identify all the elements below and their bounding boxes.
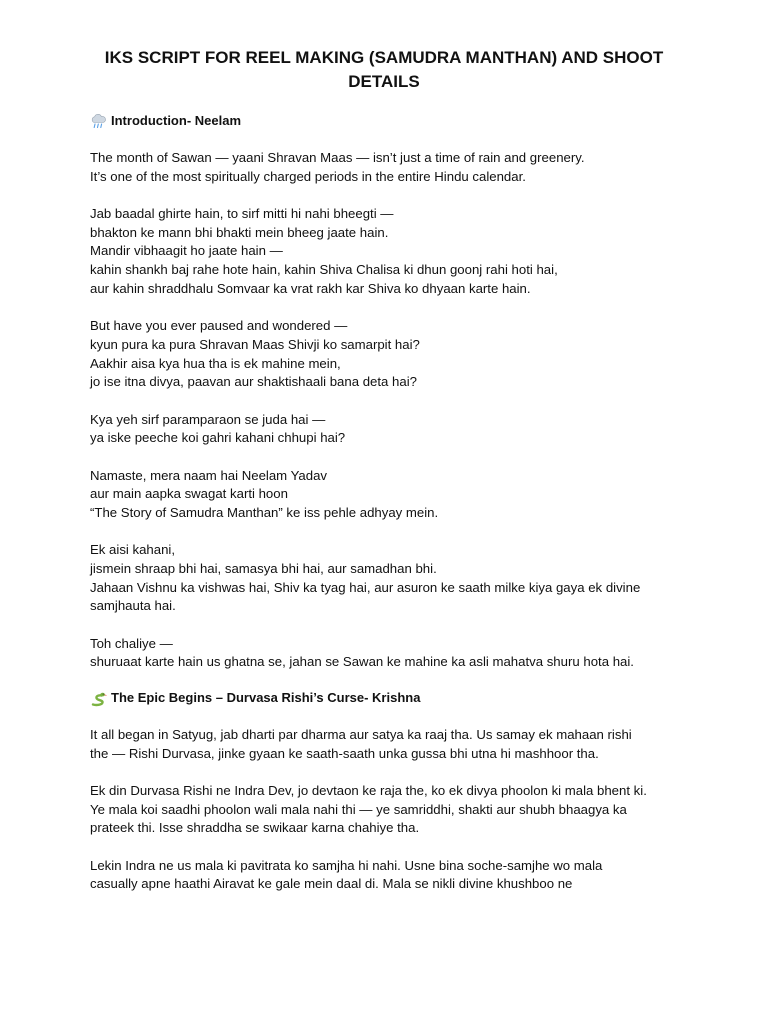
paragraph-line: The month of Sawan — yaani Shravan Maas — isn’t just a time of rain and greenery. (90, 150, 585, 165)
paragraph (90, 726, 678, 763)
paragraph-line: jismein shraap bhi hai, samasya bhi hai, aur samadhan bhi. (90, 560, 437, 576)
paragraph-line: samjhauta hai. (90, 598, 176, 614)
paragraph-line: bhakton ke mann bhi bhakti mein bheeg jaate hain. (90, 224, 389, 240)
paragraph (90, 411, 678, 448)
paragraph-line: “The Story of Samudra Manthan” ke iss pehle adhyay mein. (90, 504, 439, 520)
paragraph-line: jo ise itna divya, paavan aur shaktishaali bana deta hai? (90, 374, 417, 390)
paragraph-line: Toh chaliye — (90, 635, 173, 651)
paragraph (90, 541, 678, 616)
paragraph-line: shuruaat karte hain us ghatna se, jahan se Sawan ke mahine ka asli mahatva shuru hota hai. (90, 654, 634, 670)
section-heading-text: The Epic Begins – Durvasa Rishi’s Curse- Krishna (111, 690, 421, 706)
paragraph (90, 149, 678, 186)
document-title-line-2: DETAILS (348, 72, 420, 91)
rain-cloud-icon (90, 113, 107, 130)
paragraph (90, 857, 678, 894)
section-heading-introduction (90, 112, 678, 130)
paragraph-line: aur main aapka swagat karti hoon (90, 486, 288, 502)
paragraph (90, 467, 678, 523)
paragraph-line: It all began in Satyug, jab dharti par dharma aur satya ka raaj tha. Us samay ek mahaan rishi (90, 727, 632, 743)
paragraph-line: Ek din Durvasa Rishi ne Indra Dev, jo devtaon ke raja the, ko ek divya phoolon ki mala bhent ki. (90, 783, 647, 799)
paragraph (90, 205, 678, 299)
paragraph-line: kyun pura ka pura Shravan Maas Shivji ko samarpit hai? (90, 336, 420, 352)
paragraph (90, 635, 678, 672)
snake-icon (90, 690, 107, 707)
paragraph-line: But have you ever paused and wondered — (90, 318, 348, 334)
paragraph-line: Namaste, mera naam hai Neelam Yadav (90, 467, 328, 483)
paragraph-line: ya iske peeche koi gahri kahani chhupi hai? (90, 430, 346, 446)
paragraph-line: Ek aisi kahani, (90, 542, 176, 558)
section-heading-epic-begins (90, 689, 678, 707)
paragraph-line: Mandir vibhaagit ho jaate hain — (90, 243, 283, 259)
paragraph-line: Lekin Indra ne us mala ki pavitrata ko samjha hi nahi. Usne bina soche-samjhe wo mala (90, 857, 603, 873)
document-title (80, 46, 688, 94)
paragraph-line: It’s one of the most spiritually charged periods in the entire Hindu calendar. (90, 168, 526, 184)
paragraph-line: Kya yeh sirf paramparaon se juda hai — (90, 411, 326, 427)
paragraph-line: casually apne haathi Airavat ke gale mein daal di. Mala se nikli divine khushboo ne (90, 876, 573, 892)
paragraph-line: Ye mala koi saadhi phoolon wali mala nahi thi — ye samriddhi, shakti aur shubh bhaagya ka (90, 801, 627, 817)
paragraph-line: the — Rishi Durvasa, jinke gyaan ke saath-saath unka gussa bhi utna hi mashhoor tha. (90, 745, 599, 761)
paragraph-line: kahin shankh baj rahe hote hain, kahin Shiva Chalisa ki dhun goonj rahi hoti hai, (90, 262, 558, 278)
section-heading-text: Introduction- Neelam (111, 113, 242, 128)
paragraph-line: aur kahin shraddhalu Somvaar ka vrat rakh kar Shiva ko dhyaan karte hain. (90, 280, 531, 296)
paragraph-line: Jahaan Vishnu ka vishwas hai, Shiv ka tyag hai, aur asuron ke saath milke kiya gaya ek divine (90, 579, 641, 595)
paragraph (90, 782, 678, 838)
document-title-line-1: IKS SCRIPT FOR REEL MAKING (SAMUDRA MANTHAN) AND SHOOT (104, 48, 664, 67)
paragraph-line: Jab baadal ghirte hain, to sirf mitti hi nahi bheegti — (90, 206, 394, 221)
paragraph-line: prateek thi. Isse shraddha se swikaar karna chahiye tha. (90, 820, 420, 836)
paragraph-line: Aakhir aisa kya hua tha is ek mahine mein, (90, 355, 341, 371)
paragraph (90, 317, 678, 392)
